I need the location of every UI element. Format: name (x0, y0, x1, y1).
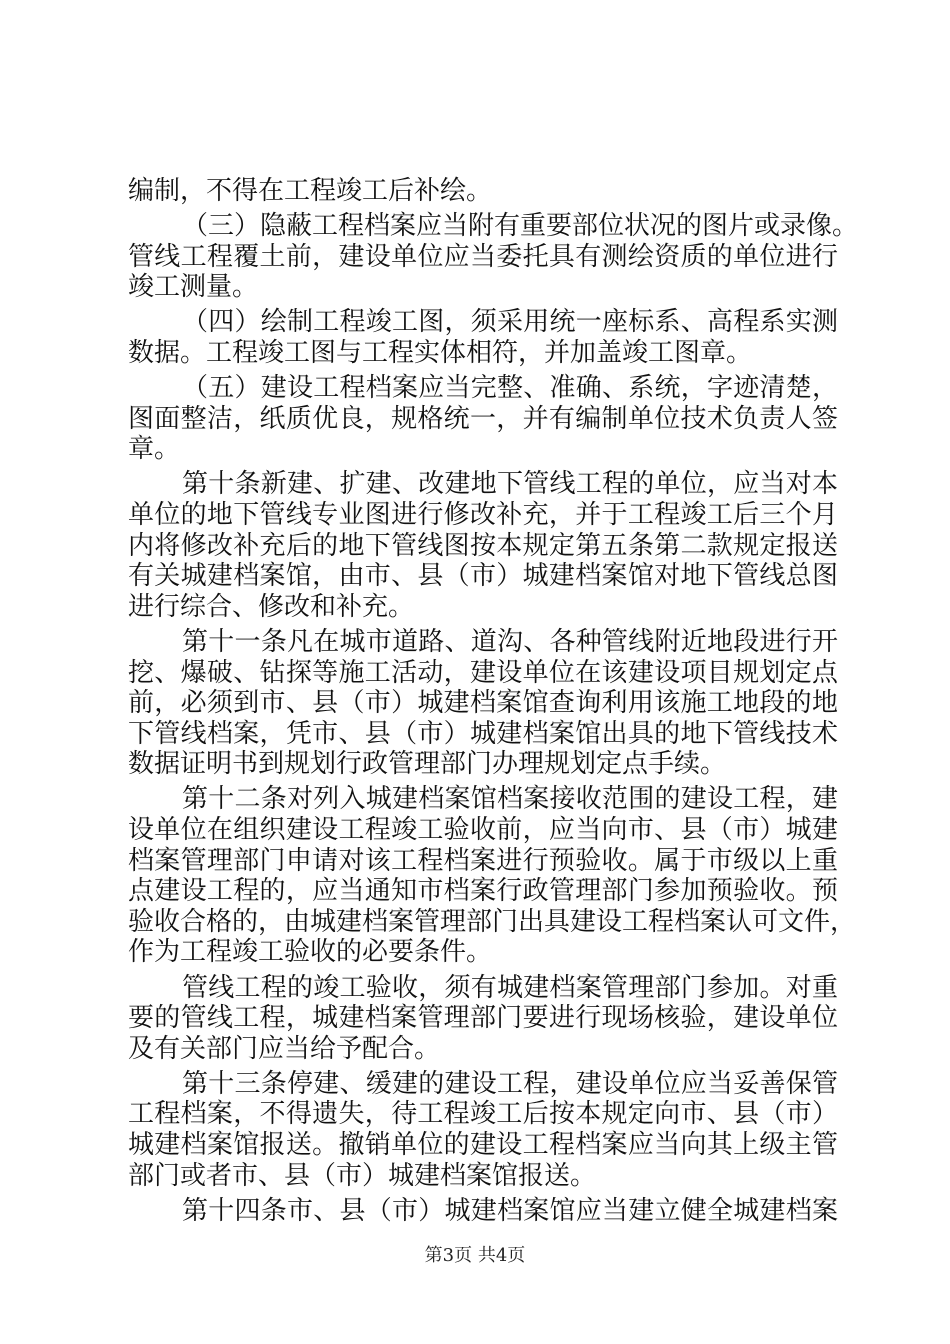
text-line: （五）建设工程档案应当完整、准确、系统，字迹清楚， (182, 373, 838, 403)
text-line: 下管线档案，凭市、县（市）城建档案馆出具的地下管线技术 (128, 719, 838, 749)
text-line: 要的管线工程，城建档案管理部门要进行现场核验，建设单位 (128, 1003, 838, 1033)
text-line: 竣工测量。 (128, 272, 259, 302)
text-line: 编制，不得在工程竣工后补绘。 (128, 176, 493, 206)
text-line: 第十一条凡在城市道路、道沟、各种管线附近地段进行开 (182, 627, 838, 657)
text-line: 数据证明书到规划行政管理部门办理规划定点手续。 (128, 749, 727, 779)
text-line: 验收合格的，由城建档案管理部门出具建设工程档案认可文件， (128, 907, 857, 937)
text-line: 工程档案，不得遗失，待工程竣工后按本规定向市、县（市） (128, 1099, 838, 1129)
text-line: 进行综合、修改和补充。 (128, 592, 415, 622)
text-line: 管线工程的竣工验收，须有城建档案管理部门参加。对重 (182, 973, 838, 1003)
text-line: （四）绘制工程竣工图，须采用统一座标系、高程系实测 (182, 307, 838, 337)
text-line: 档案管理部门申请对该工程档案进行预验收。属于市级以上重 (128, 846, 838, 876)
text-line: 挖、爆破、钻探等施工活动，建设单位在该建设项目规划定点 (128, 658, 838, 688)
text-line: 第十四条市、县（市）城建档案馆应当建立健全城建档案 (182, 1196, 838, 1226)
text-line: 图面整洁，纸质优良，规格统一，并有编制单位技术负责人签 (128, 404, 838, 434)
text-line: 单位的地下管线专业图进行修改补充，并于工程竣工后三个月 (128, 500, 838, 530)
text-line: 部门或者市、县（市）城建档案馆报送。 (128, 1161, 597, 1191)
text-line: 内将修改补充后的地下管线图按本规定第五条第二款规定报送 (128, 531, 838, 561)
text-line: 前，必须到市、县（市）城建档案馆查询利用该施工地段的地 (128, 688, 838, 718)
text-line: 数据。工程竣工图与工程实体相符，并加盖竣工图章。 (128, 338, 753, 368)
page-number: 第3页 共4页 (424, 1245, 526, 1266)
text-line: 第十三条停建、缓建的建设工程，建设单位应当妥善保管 (182, 1069, 838, 1099)
text-line: 第十二条对列入城建档案馆档案接收范围的建设工程，建 (182, 784, 838, 814)
text-line: 第十条新建、扩建、改建地下管线工程的单位，应当对本 (182, 469, 838, 499)
text-line: 设单位在组织建设工程竣工验收前，应当向市、县（市）城建 (128, 815, 838, 845)
text-line: 城建档案馆报送。撤销单位的建设工程档案应当向其上级主管 (128, 1130, 838, 1160)
text-line: 管线工程覆土前，建设单位应当委托具有测绘资质的单位进行 (128, 242, 838, 272)
text-line: 章。 (128, 434, 181, 464)
text-line: 点建设工程的，应当通知市档案行政管理部门参加预验收。预 (128, 876, 838, 906)
text-line: 及有关部门应当给予配合。 (128, 1034, 441, 1064)
text-line: 有关城建档案馆，由市、县（市）城建档案馆对地下管线总图 (128, 561, 838, 591)
text-line: 作为工程竣工验收的必要条件。 (128, 937, 493, 967)
text-line: （三）隐蔽工程档案应当附有重要部位状况的图片或录像。 (182, 211, 859, 241)
